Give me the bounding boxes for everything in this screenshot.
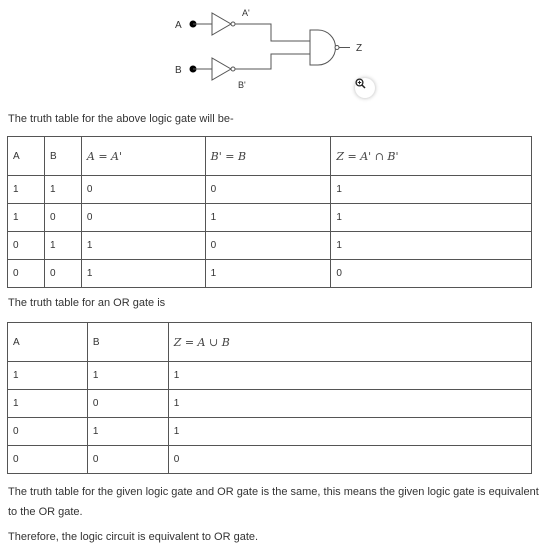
wire-a-to-and	[235, 24, 310, 41]
label-b: B	[175, 65, 182, 76]
label-a-prime: A'	[242, 8, 250, 18]
label-a: A	[175, 20, 182, 31]
table-cell: 1	[81, 232, 205, 260]
table-cell: 0	[87, 390, 168, 418]
table-header-row	[8, 323, 532, 362]
header-b-complement	[205, 137, 331, 176]
and-gate	[310, 30, 336, 65]
table-cell: 0	[8, 260, 45, 288]
table-cell: 1	[8, 204, 45, 232]
intro-text: The truth table for the above logic gate will be-	[8, 113, 234, 125]
table-cell: 1	[205, 260, 331, 288]
table-cell: 1	[331, 176, 532, 204]
table-cell: 0	[81, 176, 205, 204]
truth-table-given-circuit	[7, 136, 532, 288]
table-row	[8, 446, 532, 474]
table-cell: 1	[205, 204, 331, 232]
header-a: A	[8, 323, 88, 362]
not-gate-b	[212, 58, 231, 80]
table-row	[8, 362, 532, 390]
table-cell: 0	[81, 204, 205, 232]
table-cell: 1	[81, 260, 205, 288]
table-cell: 1	[168, 362, 531, 390]
table-row	[8, 176, 532, 204]
table-row	[8, 390, 532, 418]
zoom-button[interactable]	[355, 78, 375, 98]
expr-a-not: A = A'	[86, 149, 122, 163]
table-cell: 1	[44, 232, 81, 260]
table-cell: 0	[8, 232, 45, 260]
table-cell: 1	[168, 418, 531, 446]
table-cell: 0	[205, 176, 331, 204]
table-cell: 1	[44, 176, 81, 204]
therefore-text: Therefore, the logic circuit is equivalent to OR gate.	[8, 531, 259, 543]
table-cell: 1	[8, 176, 45, 204]
table-row	[8, 418, 532, 446]
table-cell: 1	[331, 232, 532, 260]
table-cell: 0	[87, 446, 168, 474]
zoom-in-icon	[355, 78, 366, 89]
header-z	[168, 323, 531, 362]
logic-circuit-diagram	[0, 0, 556, 105]
table-cell: 1	[8, 362, 88, 390]
wire-b-to-and	[235, 54, 310, 69]
not-gate-a-bubble	[231, 22, 235, 26]
header-a-complement	[81, 137, 205, 176]
header-b: B	[87, 323, 168, 362]
table-header-row	[8, 137, 532, 176]
or-gate-intro: The truth table for an OR gate is	[8, 297, 166, 309]
table-cell: 1	[331, 204, 532, 232]
table-cell: 0	[205, 232, 331, 260]
not-gate-b-bubble	[231, 67, 235, 71]
expr-b-not: B' = B	[210, 149, 247, 163]
table-cell: 0	[8, 446, 88, 474]
table-cell: 0	[331, 260, 532, 288]
table-cell: 1	[8, 390, 88, 418]
label-b-prime: B'	[238, 80, 246, 90]
table-cell: 0	[168, 446, 531, 474]
table-cell: 0	[44, 260, 81, 288]
expr-z-or: Z = A ∪ B	[173, 335, 230, 349]
circuit-svg	[0, 0, 556, 105]
table-row	[8, 232, 532, 260]
not-gate-a	[212, 13, 231, 35]
expr-z: Z = A' ∩ B'	[336, 149, 399, 163]
label-z: Z	[356, 43, 363, 54]
and-gate-bubble	[335, 46, 339, 50]
table-cell: 1	[87, 418, 168, 446]
conclusion-text: The truth table for the given logic gate and OR gate is the same, this means the given logic gate is equivalent to the OR gate.	[8, 486, 539, 518]
header-b: B	[44, 137, 81, 176]
table-cell: 0	[44, 204, 81, 232]
header-z	[331, 137, 532, 176]
header-a: A	[8, 137, 45, 176]
table-row	[8, 204, 532, 232]
table-cell: 1	[87, 362, 168, 390]
truth-table-or-gate	[7, 322, 532, 474]
table-cell: 0	[8, 418, 88, 446]
table-row	[8, 260, 532, 288]
table-cell: 1	[168, 390, 531, 418]
